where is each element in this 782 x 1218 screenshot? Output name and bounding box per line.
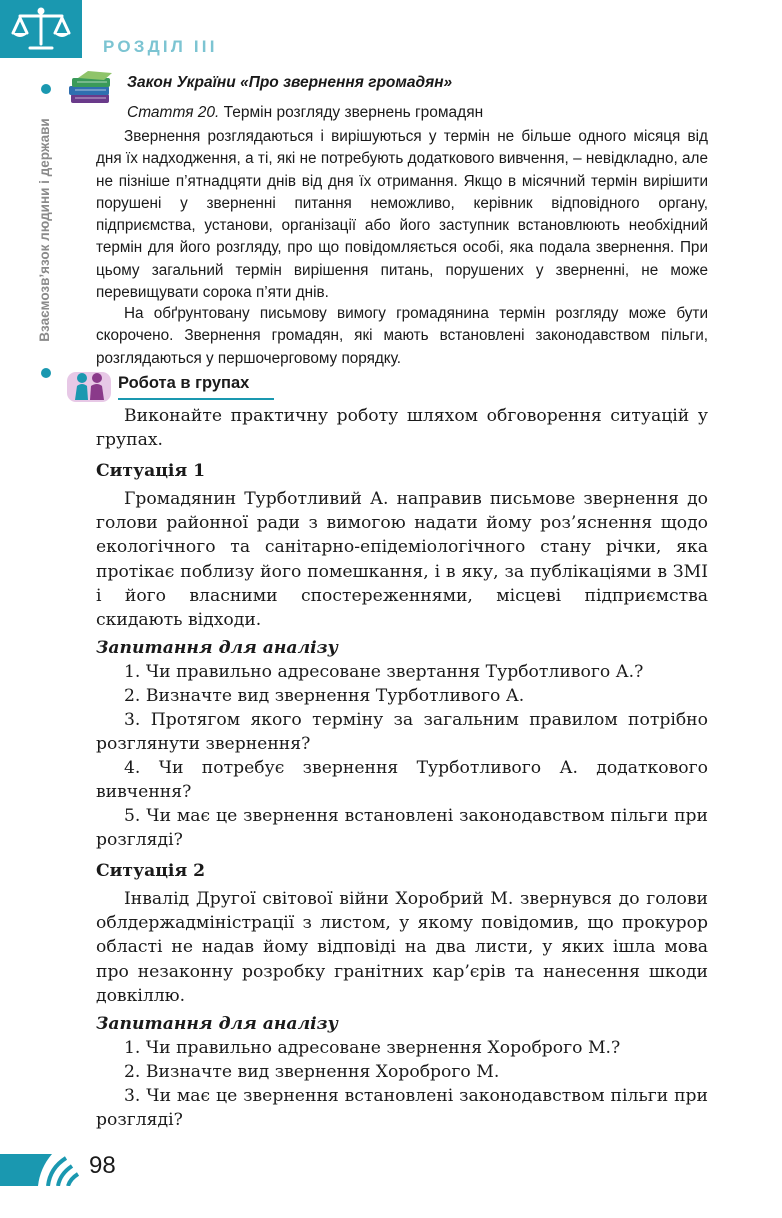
law-title: Закон України «Про звернення громадян»	[127, 74, 453, 91]
scales-icon	[10, 6, 72, 52]
situation-1-question: 1. Чи правильно адресоване звертання Турботливого А.?	[124, 662, 644, 682]
situation-2-question: 2. Визначте вид звернення Хороброго М.	[124, 1062, 500, 1082]
situation-2-title: Ситуація 2	[96, 861, 206, 881]
side-label: Взаємозв’язок людини і держави	[37, 118, 52, 342]
section-title: РОЗДІЛ ІІІ	[103, 37, 218, 56]
situation-1-question: 2. Визначте вид звернення Турботливого А.	[124, 686, 525, 706]
situation-1-text: Громадянин Турботливий А. направив письмове звернення до голови районної ради з вимогою надати йому роз’яснення щодо екологічного та санітарно-епідеміологічного стану річки, яка протікає поблизу його помешкання, і в яку, за публікаціями в ЗМІ і його власними спостереженнями, місцеві підприємства скидають відходи.	[96, 489, 708, 631]
situation-1-question: 3. Протягом якого терміну за загальним правилом потрібно розглянути звернення?	[96, 710, 708, 755]
group-work-title: Робота в групах	[118, 374, 250, 392]
situation-1-question: 5. Чи має це звернення встановлені законодавством пільги при розгляді?	[96, 806, 708, 851]
law-books-icon	[68, 70, 114, 111]
situation-2-questions-title: Запитання для аналізу	[96, 1014, 338, 1034]
group-work-intro: Виконайте практичну роботу шляхом обговорення ситуацій у групах.	[96, 406, 708, 451]
situation-2-question: 1. Чи правильно адресоване звернення Хороброго М.?	[124, 1038, 621, 1058]
footer-arcs-icon	[0, 1146, 84, 1191]
group-work-icon	[67, 368, 111, 409]
situation-1-title: Ситуація 1	[96, 461, 206, 481]
law-paragraph: Звернення розглядаються і вирішуються у термін не більше одного місяця від дня їх надходження, а ті, які не потребують додаткового вивчення, – невідкладно, але не пізніше п’ятнадцяти днів від дня їх отримання. Якщо в місячний термін вирішити порушені у зверненні питання неможливо, керівник відповідного органу, підприємства, установи, організації або його заступник встановлюють необхідний термін для його розгляду, про що повідомляється особі, яка подала звернення. При цьому загальний термін вирішення питань, порушених у зверненні, не може перевищувати сорока п’яти днів.	[96, 128, 708, 302]
situation-1-questions-title: Запитання для аналізу	[96, 638, 338, 658]
law-paragraph: На обґрунтовану письмову вимогу громадянина термін розгляду може бути скорочено. Звернення громадян, які мають встановлені законодавством пільги, розглядаються у першочерговому порядку.	[96, 305, 708, 367]
section-emblem	[0, 0, 82, 58]
situation-2-question: 3. Чи має це звернення встановлені законодавством пільги при розгляді?	[96, 1086, 708, 1131]
situation-2-text: Інвалід Другої світової війни Хоробрий М. звернувся до голови облдержадміністрації з листом, у якому повідомив, що прокурор області не надав йому відповіді на два листи, у яких ішла мова про незаконну розробку гранітних кар’єрів та нанесення шкоди довкіллю.	[96, 889, 708, 1006]
article-label: Стаття 20.	[127, 104, 220, 121]
page-number: 98	[89, 1152, 116, 1179]
law-article-heading	[127, 104, 483, 122]
group-work-underline	[118, 398, 274, 400]
article-title: Термін розгляду звернень громадян	[219, 104, 484, 121]
situation-1-question: 4. Чи потребує звернення Турботливого А. додаткового вивчення?	[96, 758, 708, 803]
